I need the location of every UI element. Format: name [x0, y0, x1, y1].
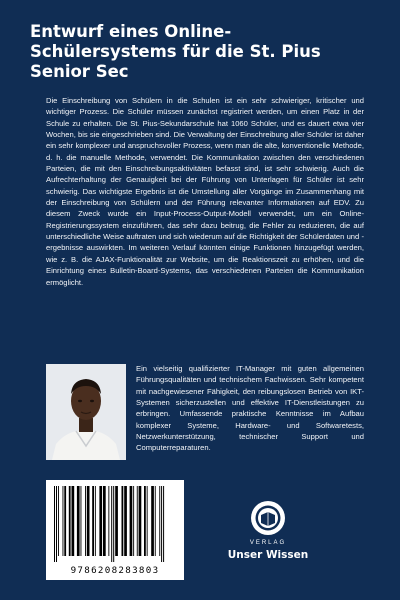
barcode-bar	[92, 486, 94, 556]
barcode-bar	[85, 486, 86, 556]
barcode-bar	[113, 486, 114, 562]
barcode-bar	[147, 486, 148, 556]
author-bio: Ein vielseitig qualifizierter IT-Manager mit guten allgemeinen Führungsqualitäten und technischem Fachwissen. Sehr kompetent mit nachgewiesener Fähigkeit, den reibungslosen Betrieb von IKT-Systemen sicherzustellen und effektive IT-Dienstleistungen zu erbringen. Umfassende praktische Kenntnisse im Aufbau komplexer Systeme, Hardware- und Softwaretests, Netzwerkunterstützung, technischer Support und Computerreparaturen.	[136, 364, 364, 453]
barcode-bar	[95, 486, 96, 556]
publisher-emblem-icon	[250, 500, 286, 536]
barcode-bar	[122, 486, 124, 556]
barcode-bar	[103, 486, 106, 556]
barcode-bar	[137, 486, 138, 556]
barcode-bar	[155, 486, 156, 556]
isbn-digits: 9786208283803	[70, 565, 160, 576]
barcode-bar	[99, 486, 102, 556]
barcode-bar	[77, 486, 80, 556]
barcode-bar	[81, 486, 82, 556]
barcode-bar	[72, 486, 75, 556]
author-photo	[46, 364, 126, 460]
barcode-bar	[161, 486, 162, 562]
barcode-bar	[163, 486, 164, 562]
book-title: Entwurf eines Online-Schülersystems für die St. Pius Senior Sec	[30, 22, 321, 81]
publisher-name: Unser Wissen	[227, 549, 309, 561]
book-abstract: Die Einschreibung von Schülern in die Schulen ist ein sehr schwieriger, kritischer und wichtiger Prozess. Die Schüler müssen zunächst registriert werden, um einen Platz in der Schule zu erhalten. Die St. Pius-Sekundarschule hat 1060 Schüler, und es dauert etwa vier Wochen, bis sie eingeschrieben sind. Die Verwaltung der Einschreibung aller Schüler ist daher ein sehr komplexer und anspruchsvoller Prozess, wenn man die alte, konventionelle Methode, d. h. die manuelle Methode, verwendet. Die Kommunikation zwischen den verschiedenen Parteien, die mit den Einschreibungsaktivitäten befasst sind, ist sehr schwierig. Auch die Aufrechterhaltung der Genauigkeit bei der Führung von Unterlagen für Schüler ist sehr schwierig. Das wichtigste Ergebnis ist die Umstellung aller Vorgänge im Zusammenhang mit der Einschreibung von Schülern und der Führung relevanter Informationen auf EDV. Zu diesem Zweck wurde ein Input-Process-Output-Modell verwendet, um ein Online-Registrierungssystem einzuführen, das sehr dazu beitrug, die Fehler zu reduzieren, die auf unterschiedliche Weise auftraten und sich wiederum auf die Richtigkeit der Schülerdaten und -ergebnisse auswirkten. Im weiteren Verlauf könnten einige Funktionen hinzugefügt werden, wie z. B. die AJAX-Funktionalität zur Website, um die Reaktionszeit zu erhöhen, und die Einrichtung eines Bulletin-Board-Systems, das verschiedenen Parteien die Kommunikation ermöglicht.	[46, 96, 364, 287]
barcode-bar	[144, 486, 146, 556]
barcode-bar	[56, 486, 57, 562]
publisher-verlag-label: VERLAG	[249, 540, 287, 546]
barcode-bar	[69, 486, 71, 556]
barcode-bar	[133, 486, 134, 556]
isbn-barcode	[46, 480, 184, 580]
barcode-bar	[87, 486, 90, 556]
barcode-bar	[130, 486, 133, 556]
barcode-bar	[159, 486, 160, 556]
barcode-bar	[111, 486, 112, 562]
barcode-bar	[139, 486, 142, 556]
barcode-bar	[115, 486, 118, 556]
author-portrait-icon	[46, 364, 126, 460]
publisher-logo	[218, 500, 318, 570]
barcode-bar	[54, 486, 55, 562]
barcode-bar	[151, 486, 154, 556]
barcode-bar	[108, 486, 109, 556]
barcode-bar	[64, 486, 66, 556]
barcode-bar	[58, 486, 59, 556]
barcode-bar	[124, 486, 127, 556]
barcode	[46, 480, 184, 564]
barcode-bar	[63, 486, 64, 556]
